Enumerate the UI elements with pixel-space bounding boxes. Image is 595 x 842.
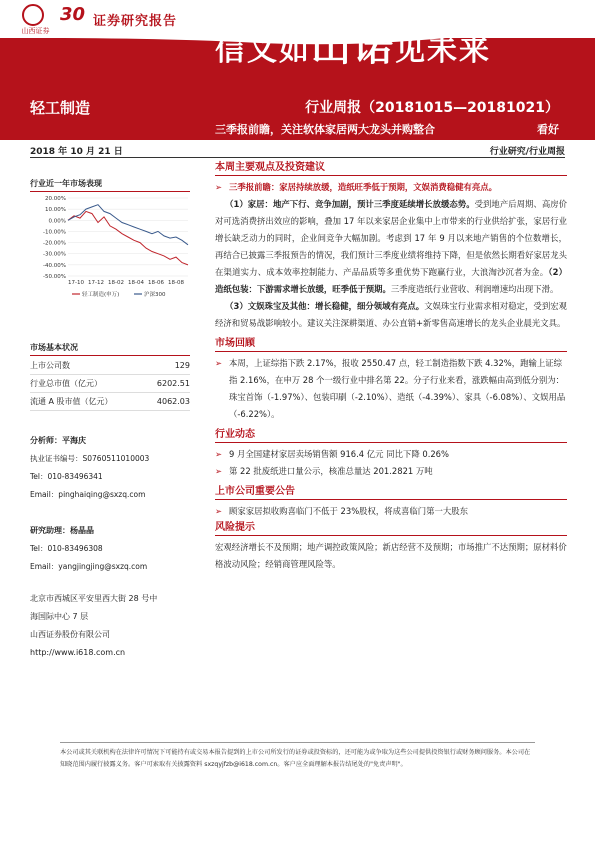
market-row xyxy=(30,375,190,393)
market-row xyxy=(30,357,190,375)
rating-badge: 看好 xyxy=(537,123,559,136)
market-row-label: 流通 A 股市值（亿元） xyxy=(30,397,113,406)
analyst-tel: Tel：010-83496341 xyxy=(30,472,103,481)
logo-emblem xyxy=(22,4,44,26)
chart-title: 行业近一年市场表现 xyxy=(30,178,190,192)
section-title-market-review: 市场回顾 xyxy=(215,336,567,352)
para-text: 三季度造纸行业营收、利润增速均出现下滑。 xyxy=(390,284,559,294)
market-row xyxy=(30,393,190,411)
para-text: 文娱珠宝行业需求相对稳定，受到宏观经济和贸易战影响较小。建议关注深耕渠道、办公直销+新零售高速增长的龙头企业晨光文具。 xyxy=(215,301,567,328)
slogan-part1: 信义如 xyxy=(215,33,311,68)
para-heading: （1）家居：地产下行、竞争加剧，预计三季度延续增长放缓态势。 xyxy=(225,199,475,209)
news-item: 9 月全国建材家居卖场销售额 916.4 亿元 同比下降 0.26% xyxy=(229,449,449,459)
news-item: 第 22 批废纸进口量公示，核准总量达 201.2821 万吨 xyxy=(229,466,433,476)
badge-line1: SHANXI SECURITIES xyxy=(535,3,585,9)
bullet-arrow-icon: ➢ xyxy=(215,466,223,476)
report-type: 证券研究报告 xyxy=(93,14,178,29)
line-chart xyxy=(30,192,190,306)
address-line: 北京市西城区平安里西大街 28 号中 xyxy=(30,594,158,603)
market-row-value: 129 xyxy=(174,361,190,370)
company-address xyxy=(30,590,195,662)
main-content xyxy=(215,160,567,573)
disclaimer-footer: 本公司或其关联机构在法律许可情况下可能持有或交易本报告提到的上市公司所发行的证券或投资标的，还可能为或争取为这些公司提供投资银行或财务顾问服务。本公司在知晓范围内履行披露义务。客户可索取有关披露资料 sxzqyjfzb@i618.com.cn。客户应全面理解本报告结尾处的"免责声明"。 xyxy=(60,742,535,771)
lead-summary: 三季报前瞻：家居持续放缓，造纸旺季低于预期，文娱消费稳健有亮点。 xyxy=(229,182,497,192)
logo-text: 山西证券 xyxy=(21,27,50,35)
anniversary-badge xyxy=(515,3,585,35)
legend-label: 轻工制造(申万) xyxy=(82,292,120,298)
analyst-cert: 执业证书编号：S0760511010003 xyxy=(30,454,150,463)
market-row-label: 行业总市值（亿元） xyxy=(30,379,102,388)
para-heading: （2）造纸包装：下游需求增长放缓，旺季低于预期。 xyxy=(215,267,567,294)
assistant-info xyxy=(30,522,190,576)
section-title-announcements: 上市公司重要公告 xyxy=(215,484,567,500)
assistant-name: 研究助理：杨晶晶 xyxy=(30,526,94,535)
slogan-part2: 山 xyxy=(311,23,353,70)
announcement-item: 顾家家居拟收购喜临门不低于 23%股权，将成喜临门第一大股东 xyxy=(229,506,469,516)
bullet-item xyxy=(215,355,567,423)
x-tick-label: 18-02 xyxy=(108,280,124,286)
section-title-viewpoints: 本周主要观点及投资建议 xyxy=(215,160,567,176)
y-tick-label: -10.00% xyxy=(43,229,66,236)
paragraph-home xyxy=(215,196,567,298)
market-performance-chart xyxy=(30,178,190,306)
bullet-arrow-icon: ➢ xyxy=(215,358,223,368)
para-text: 受到地产后周期、高房价对可选消费挤出效应的影响，叠加 17 年以来家居企业集中上市带来的行业供给扩张，家居行业增长缺乏动力的同时，企业间竞争大幅加剧。考虑到 17 年 9 月以来地产销售的个位数增长，再结合已披露三季报预告的情况，我们预计三季度业绩将维持下降，但是依然长期看好家居龙头在渠道实力、成本效率控制能力、产品品质等多重优势下跑赢行业，大浪淘沙沉者为金。 xyxy=(215,199,568,277)
series-line xyxy=(68,205,188,245)
anniversary-mark: 30 xyxy=(60,4,86,25)
analyst-name: 分析师：平海庆 xyxy=(30,436,86,445)
bullet-item xyxy=(215,179,567,196)
industry-name: 轻工制造 xyxy=(30,99,91,117)
y-tick-label: 0.00% xyxy=(48,218,66,225)
assistant-email[interactable]: Email：yangjingjing@sxzq.com xyxy=(30,562,148,571)
bullet-arrow-icon: ➢ xyxy=(215,449,223,459)
company-website-link[interactable]: http://www.i618.com.cn xyxy=(30,648,126,657)
y-tick-label: -50.00% xyxy=(43,274,66,280)
market-row-label: 上市公司数 xyxy=(30,361,70,370)
bullet-arrow-icon: ➢ xyxy=(215,182,223,192)
x-tick-label: 18-06 xyxy=(148,280,164,286)
weekly-title: 行业周报（20181015—20181021） xyxy=(305,100,559,116)
header-banner xyxy=(0,0,595,125)
badge-line3: 1988 — 2018 xyxy=(551,17,585,23)
para-heading: （3）文娱珠宝及其他：增长稳健，细分领域有亮点。 xyxy=(225,301,425,311)
slogan xyxy=(215,15,491,72)
x-tick-label: 17-10 xyxy=(68,280,84,286)
market-row-value: 4062.03 xyxy=(156,397,190,406)
section-title-risks: 风险提示 xyxy=(215,520,567,536)
analyst-info xyxy=(30,432,190,504)
y-tick-label: -40.00% xyxy=(43,262,66,269)
report-subtitle: 三季报前瞻，关注软体家居两大龙头并购整合 xyxy=(215,123,435,136)
address-line: 山西证券股份有限公司 xyxy=(30,630,110,639)
x-tick-label: 18-08 xyxy=(168,280,184,286)
bullet-item xyxy=(215,446,567,463)
bullet-item xyxy=(215,463,567,480)
company-logo xyxy=(8,4,63,36)
market-review-text: 本周，上证综指下跌 2.17%，报收 2550.47 点，轻工制造指数下跌 4.32%，跑输上证综指 2.16%，在申万 28 个一级行业中排名第 22。分子行业来看，涨跌幅由高到低分别为：珠宝首饰（-1.97%）、包装印刷（-2.10%）、造纸（-4.39%）、家具（-6.08%）、文娱用品（-6.22%）。 xyxy=(229,358,566,419)
y-tick-label: -20.00% xyxy=(43,240,66,247)
date-row xyxy=(30,144,565,158)
badge-line2: 30th ANNIVERSARY xyxy=(536,10,585,16)
slogan-part3: 诺 xyxy=(353,23,395,70)
x-tick-label: 17-12 xyxy=(88,280,104,286)
market-basics-title: 市场基本状况 xyxy=(30,342,190,356)
y-tick-label: 10.00% xyxy=(45,207,66,214)
y-tick-label: -30.00% xyxy=(43,251,66,258)
x-tick-label: 18-04 xyxy=(128,280,144,286)
bullet-item xyxy=(215,503,567,520)
report-date: 2018 年 10 月 21 日 xyxy=(30,147,123,157)
y-tick-label: 20.00% xyxy=(45,196,66,202)
legend-label: 沪深300 xyxy=(144,292,166,298)
market-row-value: 6202.51 xyxy=(156,379,190,388)
slogan-part4: 见未来 xyxy=(395,33,491,68)
address-line: 海国际中心 7 层 xyxy=(30,612,89,621)
risk-text: 宏观经济增长不及预期；地产调控政策风险；新店经营不及预期；市场推广不达预期；原材料价格波动风险；经销商管理风险等。 xyxy=(215,542,567,569)
market-basics-table xyxy=(30,357,190,411)
assistant-tel: Tel：010-83496308 xyxy=(30,544,103,553)
section-title-industry-news: 行业动态 xyxy=(215,427,567,443)
analyst-email[interactable]: Email：pinghaiqing@sxzq.com xyxy=(30,490,146,499)
paragraph-stationery xyxy=(215,298,567,332)
document-type: 行业研究/行业周报 xyxy=(489,147,565,157)
bullet-arrow-icon: ➢ xyxy=(215,506,223,516)
